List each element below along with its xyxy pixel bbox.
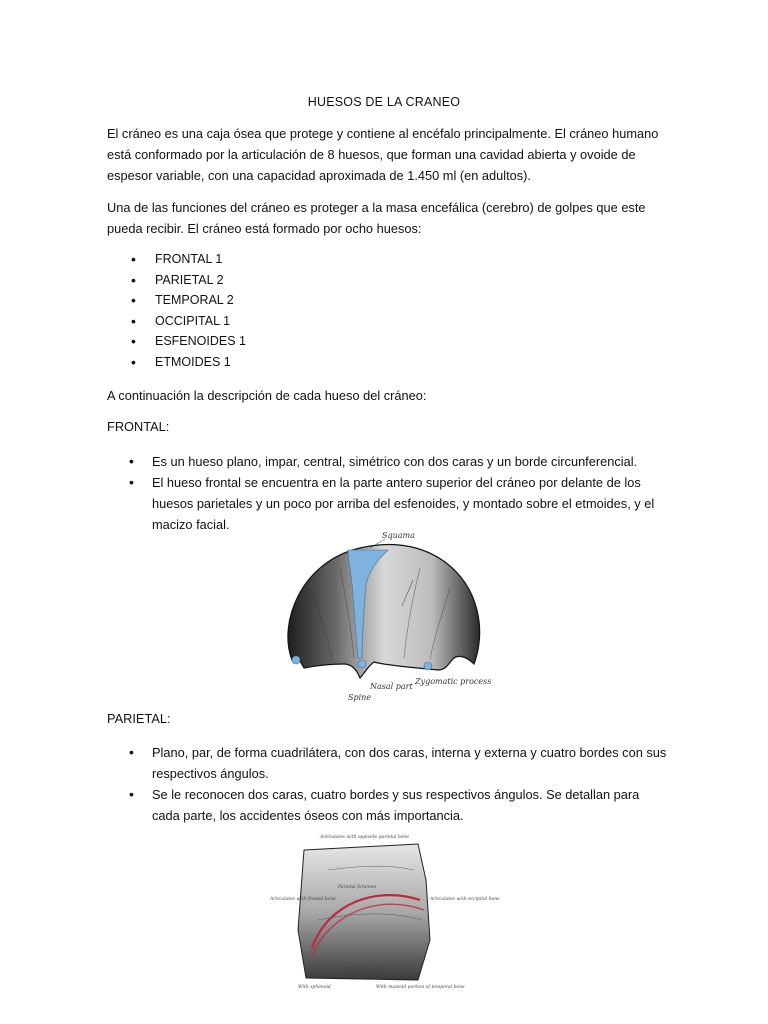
continuation-paragraph: A continuación la descripción de cada hueso del cráneo: bbox=[107, 388, 427, 403]
parietal-bone-illustration bbox=[268, 830, 500, 990]
list-item: • El hueso frontal se encuentra en la parte antero superior del cráneo por delante de los huesos parietales y un poco por arriba del esfenoides, y montado sobre el etmoides, y el macizo facial. bbox=[107, 472, 667, 535]
bones-list bbox=[107, 249, 667, 372]
label-zygomatic-process: Zygomatic process bbox=[415, 677, 492, 686]
label-top: Articulates with opposite parietal bone bbox=[320, 835, 409, 840]
list-item: • OCCIPITAL 1 bbox=[107, 311, 667, 332]
label-right: Articulates with occipital bone bbox=[430, 897, 500, 902]
list-item: • TEMPORAL 2 bbox=[107, 290, 667, 311]
label-bottom-left: With sphenoid bbox=[298, 985, 331, 990]
list-item: • Es un hueso plano, impar, central, simétrico con dos caras y un borde circunferencial. bbox=[107, 451, 667, 472]
frontal-points bbox=[107, 451, 667, 535]
intro-paragraph: El cráneo es una caja ósea que protege y contiene al encéfalo principalmente. El cráneo humano está conformado por la articulación de 8 huesos, que forman una cavidad abierta y ovoide de espesor variable, con una capacidad aproximada de 1.450 ml (en adultos). bbox=[107, 126, 659, 183]
list-item: • Plano, par, de forma cuadrilátera, con dos caras, interna y externa y cuatro bordes con sus respectivos ángulos. bbox=[107, 742, 667, 784]
label-nasal-part: Nasal part bbox=[370, 682, 413, 691]
list-item: • PARIETAL 2 bbox=[107, 270, 667, 291]
parietal-points bbox=[107, 742, 667, 826]
label-squama: Squama bbox=[382, 531, 415, 540]
page-title: HUESOS DE LA CRANEO bbox=[307, 95, 461, 109]
parietal-heading: PARIETAL: bbox=[107, 711, 171, 726]
list-item: • ESFENOIDES 1 bbox=[107, 331, 667, 352]
functions-paragraph: Una de las funciones del cráneo es proteger a la masa encefálica (cerebro) de golpes que este pueda recibir. El cráneo está formado por ocho huesos: bbox=[107, 200, 646, 236]
list-item: • FRONTAL 1 bbox=[107, 249, 667, 270]
frontal-bone-illustration bbox=[270, 528, 495, 708]
label-spine: Spine bbox=[348, 693, 372, 702]
label-lower: temporal squama bbox=[344, 967, 384, 972]
list-item: • Se le reconocen dos caras, cuatro bordes y sus respectivos ángulos. Se detallan para cada parte, los accidentes óseos con más importancia. bbox=[107, 784, 667, 826]
label-center: Parietal foramen bbox=[338, 885, 377, 890]
frontal-heading: FRONTAL: bbox=[107, 419, 170, 434]
label-bottom-right: With mastoid portion of temporal bone bbox=[376, 985, 465, 990]
list-item: • ETMOIDES 1 bbox=[107, 352, 667, 373]
label-left: Articulates with frontal bone bbox=[270, 897, 336, 902]
